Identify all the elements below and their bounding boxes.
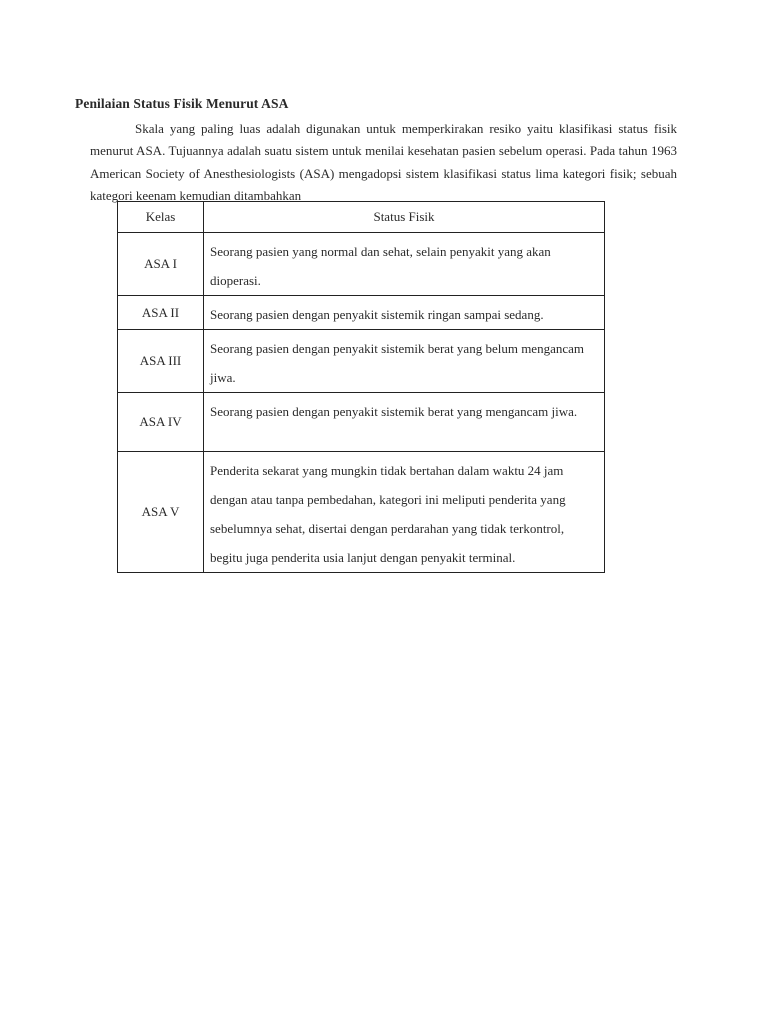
header-status-fisik: Status Fisik	[204, 202, 605, 233]
table-row	[118, 330, 605, 393]
kelas-cell: ASA IV	[118, 393, 204, 452]
table-row	[118, 393, 605, 452]
kelas-cell: ASA V	[118, 452, 204, 573]
kelas-cell: ASA II	[118, 296, 204, 330]
table-row	[118, 452, 605, 573]
table-row	[118, 296, 605, 330]
header-kelas: Kelas	[118, 202, 204, 233]
status-cell: Penderita sekarat yang mungkin tidak bertahan dalam waktu 24 jam dengan atau tanpa pembedahan, kategori ini meliputi penderita yang sebelumnya sehat, disertai dengan perdarahan yang tidak terkontrol, begitu juga penderita usia lanjut dengan penyakit terminal.	[204, 452, 605, 573]
intro-paragraph: Skala yang paling luas adalah digunakan untuk memperkirakan resiko yaitu klasifikasi status fisik menurut ASA. Tujuannya adalah suatu sistem untuk menilai kesehatan pasien sebelum operasi. Pada tahun 1963 American Society of Anesthesiologists (ASA) mengadopsi sistem klasifikasi status lima kategori fisik; sebuah kategori keenam kemudian ditambahkan	[90, 121, 677, 203]
status-cell: Seorang pasien dengan penyakit sistemik berat yang mengancam jiwa.	[204, 393, 605, 452]
status-cell: Seorang pasien dengan penyakit sistemik berat yang belum mengancam jiwa.	[204, 330, 605, 393]
table-row	[118, 233, 605, 296]
table-header-row	[118, 202, 605, 233]
kelas-cell: ASA I	[118, 233, 204, 296]
asa-classification-table	[117, 201, 605, 573]
status-cell: Seorang pasien yang normal dan sehat, selain penyakit yang akan dioperasi.	[204, 233, 605, 296]
section-heading: Penilaian Status Fisik Menurut ASA	[75, 96, 289, 111]
status-cell: Seorang pasien dengan penyakit sistemik ringan sampai sedang.	[204, 296, 605, 330]
kelas-cell: ASA III	[118, 330, 204, 393]
